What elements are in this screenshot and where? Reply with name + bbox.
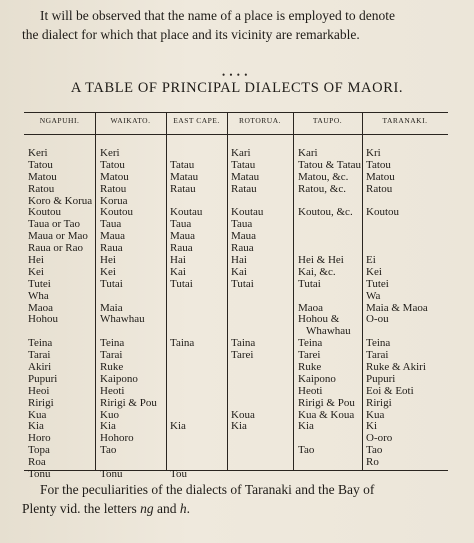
ornament-divider: • • • •	[222, 70, 249, 80]
column-divider	[95, 112, 96, 470]
header-east-cape: EAST CAPE.	[173, 116, 220, 125]
dialect-word	[170, 303, 202, 315]
dialect-word: Maia	[100, 301, 123, 314]
dialect-word: Tutei	[366, 277, 389, 290]
dialect-word: Matou	[28, 170, 57, 183]
dialect-word: Tarei	[231, 349, 254, 362]
dialect-word	[231, 291, 263, 303]
dialect-word: Keri	[100, 147, 120, 159]
dialect-word: Hei	[28, 254, 44, 267]
dialect-word	[170, 374, 202, 386]
dialect-word: Koutou	[28, 206, 61, 219]
column-waikato	[100, 148, 157, 481]
column-taupo	[298, 148, 361, 481]
dialect-word: Koutou	[366, 206, 399, 219]
dialect-word: Tatou & Tatau	[298, 158, 362, 171]
dialect-word	[231, 445, 263, 457]
header-taupo: TAUPO.	[312, 116, 343, 125]
dialect-word: Ei	[366, 254, 376, 267]
dialect-word: Tarai	[100, 349, 123, 362]
dialect-word: Kai	[231, 265, 247, 278]
dialect-word: Kai	[170, 265, 186, 278]
dialect-word	[170, 314, 202, 326]
dialect-word: Ririgi & Pou	[100, 396, 157, 409]
dialect-word: Taua	[170, 218, 192, 231]
dialect-word: Ririgi	[28, 396, 54, 409]
table-title: A TABLE OF PRINCIPAL DIALECTS OF MAORI.	[70, 80, 404, 96]
dialect-word: Hei	[100, 254, 116, 267]
dialect-word: Ratou, &c.	[298, 182, 346, 195]
dialect-word: Kua	[366, 408, 385, 421]
dialect-word: Whawhau	[100, 313, 145, 326]
dialect-word: Kia	[28, 420, 44, 433]
dialect-word: Ratou	[28, 182, 55, 195]
dialect-word: Maua	[100, 230, 126, 243]
dialect-word: Raua	[231, 242, 254, 255]
dialect-word: Matou	[100, 170, 129, 183]
dialect-word: Hai	[231, 254, 247, 267]
dialect-word: Ruke & Akiri	[366, 361, 426, 374]
dialect-word: Maua	[231, 230, 257, 243]
dialect-word: Matou, &c.	[298, 170, 349, 183]
intro-line-1: It will be observed that the name of a place is employed to denote	[40, 8, 396, 23]
dialect-word	[231, 386, 263, 398]
column-divider	[166, 112, 167, 470]
dialect-word: Heoti	[100, 384, 125, 397]
dialect-word	[170, 433, 202, 445]
dialect-word: O-ou	[366, 313, 389, 326]
dialect-word: Koutou	[100, 206, 133, 219]
outro-paragraph	[22, 480, 462, 518]
dialect-word: Tatou	[366, 158, 391, 171]
dialect-word: Tutai	[231, 277, 254, 290]
dialect-word: Tatou	[100, 158, 125, 171]
header-waikato: WAIKATO.	[110, 116, 151, 125]
dialect-word: Koutau	[231, 206, 264, 219]
dialect-word: Kua & Koua	[298, 408, 355, 421]
dialect-word: Heoti	[298, 384, 323, 397]
dialect-word: Pupuri	[28, 372, 58, 385]
dialect-word	[366, 231, 428, 243]
dialect-word	[298, 219, 361, 231]
dialect-word: Hohou &	[298, 313, 340, 326]
dialect-word	[170, 386, 202, 398]
dialect-word: Kia	[298, 420, 314, 433]
dialect-word: Teina	[298, 337, 323, 350]
dialect-word: Tao	[100, 444, 117, 457]
column-rotorua	[231, 148, 263, 481]
dialect-word: Kia	[100, 420, 116, 433]
dialect-word: Koua	[231, 408, 255, 421]
dialect-word: Kai, &c.	[298, 265, 336, 278]
dialect-word: Ki	[366, 420, 377, 433]
dialect-word: Whawhau	[298, 325, 351, 338]
dialect-word: Tatau	[170, 158, 195, 171]
dialect-word: Maia & Maoa	[366, 301, 428, 314]
dialect-word: Ruke	[298, 361, 322, 374]
dialect-word: Koro & Korua	[28, 194, 93, 207]
dialect-word: Ratau	[231, 182, 257, 195]
dialect-word	[231, 374, 263, 386]
outro-line-2: Plenty vid. the letters ng and h.	[22, 501, 190, 516]
dialect-word: Kri	[366, 147, 381, 159]
dialect-word: Tarai	[28, 349, 51, 362]
dialect-word: Tutai	[100, 277, 123, 290]
dialect-word: Wha	[28, 289, 49, 302]
dialect-word: Kia	[170, 420, 186, 433]
dialect-word: Taina	[170, 337, 195, 350]
dialect-word: Ro	[366, 456, 379, 469]
dialect-word: Kari	[231, 147, 251, 159]
dialect-word: Maua	[170, 230, 196, 243]
dialect-word: Teina	[100, 337, 125, 350]
dialect-word: Taua	[100, 218, 122, 231]
table-header-rule	[24, 134, 448, 135]
dialect-word: Heoi	[28, 384, 50, 397]
intro-paragraph	[22, 6, 462, 44]
dialect-word: Roa	[28, 456, 46, 469]
dialect-word: Matou	[366, 170, 395, 183]
column-divider	[227, 112, 228, 470]
column-ngapuhi	[28, 148, 92, 481]
dialect-word: Kei	[100, 265, 116, 278]
dialect-word: Akiri	[28, 361, 52, 374]
dialect-word: Keri	[28, 147, 48, 159]
dialect-word: Kaipono	[298, 372, 336, 385]
dialect-word: Kuo	[100, 408, 119, 421]
dialect-word: Tao	[366, 444, 383, 457]
dialect-word: Kaipono	[100, 372, 138, 385]
dialect-word: Eoi & Eoti	[366, 384, 414, 397]
dialect-word: Taua or Tao	[28, 218, 81, 231]
dialect-word: O-oro	[366, 432, 393, 445]
dialect-word	[170, 350, 202, 362]
dialect-word: Ririgi & Pou	[298, 396, 355, 409]
dialect-word	[100, 291, 157, 303]
dialect-word: Kei	[28, 265, 44, 278]
dialect-word: Tao	[298, 444, 315, 457]
dialect-word	[298, 457, 361, 469]
dialect-word: Hohou	[28, 313, 58, 326]
dialect-word: Kua	[28, 408, 47, 421]
dialect-word: Tutai	[298, 277, 321, 290]
dialect-word: Maua or Mao	[28, 230, 88, 243]
dialect-word: Wa	[366, 289, 381, 302]
column-divider	[362, 112, 363, 470]
header-rotorua: ROTORUA.	[239, 116, 281, 125]
dialect-word: Raua or Rao	[28, 242, 83, 255]
dialect-word: Tutai	[170, 277, 193, 290]
dialect-word: Tarai	[366, 349, 389, 362]
dialect-word	[231, 398, 263, 410]
dialect-word: Hai	[170, 254, 186, 267]
dialect-word: Raua	[100, 242, 123, 255]
dialect-word	[298, 231, 361, 243]
dialect-word: Tatou	[28, 158, 53, 171]
table-top-rule	[24, 112, 448, 113]
dialect-word: Raua	[170, 242, 193, 255]
dialect-word: Matau	[170, 170, 199, 183]
dialect-word: Tonu	[100, 468, 123, 481]
dialect-word: Hei & Hei	[298, 254, 344, 267]
dialect-word: Ratou	[366, 182, 393, 195]
dialect-word: Taina	[231, 337, 256, 350]
dialect-word	[231, 314, 263, 326]
dialect-word: Tatau	[231, 158, 256, 171]
dialect-word: Kari	[298, 147, 318, 159]
outro-line-1: For the peculiarities of the dialects of Taranaki and the Bay of	[40, 482, 375, 497]
dialect-word: Tarei	[298, 349, 321, 362]
dialect-word: Ririgi	[366, 396, 392, 409]
dialect-word: Ratou	[100, 182, 127, 195]
dialect-word: Ratau	[170, 182, 196, 195]
column-taranaki	[366, 148, 428, 481]
column-divider	[293, 112, 294, 470]
dialect-word	[170, 362, 202, 374]
dialect-word: Topa	[28, 444, 50, 457]
dialect-word: Tou	[170, 468, 187, 481]
dialect-word: Matau	[231, 170, 260, 183]
dialect-word: Koutau	[170, 206, 203, 219]
dialect-word: Teina	[366, 337, 391, 350]
dialect-word: Pupuri	[366, 372, 396, 385]
dialect-word	[298, 291, 361, 303]
header-taranaki: TARANAKI.	[382, 116, 428, 125]
dialect-word: Koutou, &c.	[298, 206, 353, 219]
dialect-word: Maoa	[298, 301, 324, 314]
dialect-word: Hohoro	[100, 432, 134, 445]
dialect-word: Korua	[100, 194, 128, 207]
dialect-word	[231, 457, 263, 469]
dialect-word	[231, 433, 263, 445]
column-east-cape	[170, 148, 202, 481]
dialect-word: Kia	[231, 420, 247, 433]
dialect-word	[231, 303, 263, 315]
dialect-word: Tonu	[28, 468, 51, 481]
dialect-word: Maoa	[28, 301, 54, 314]
dialect-word	[231, 362, 263, 374]
dialect-word: Taua	[231, 218, 253, 231]
dialect-word: Kei	[366, 265, 382, 278]
intro-line-2: the dialect for which that place and its vicinity are remarkable.	[22, 27, 360, 42]
dialect-word: Teina	[28, 337, 53, 350]
dialect-word	[366, 219, 428, 231]
dialect-word	[170, 445, 202, 457]
dialect-word	[170, 398, 202, 410]
header-ngapuhi: NGAPUHI.	[39, 116, 80, 125]
dialect-word: Horo	[28, 432, 51, 445]
dialect-word: Ruke	[100, 361, 124, 374]
dialect-word: Tutei	[28, 277, 51, 290]
dialect-word	[170, 291, 202, 303]
